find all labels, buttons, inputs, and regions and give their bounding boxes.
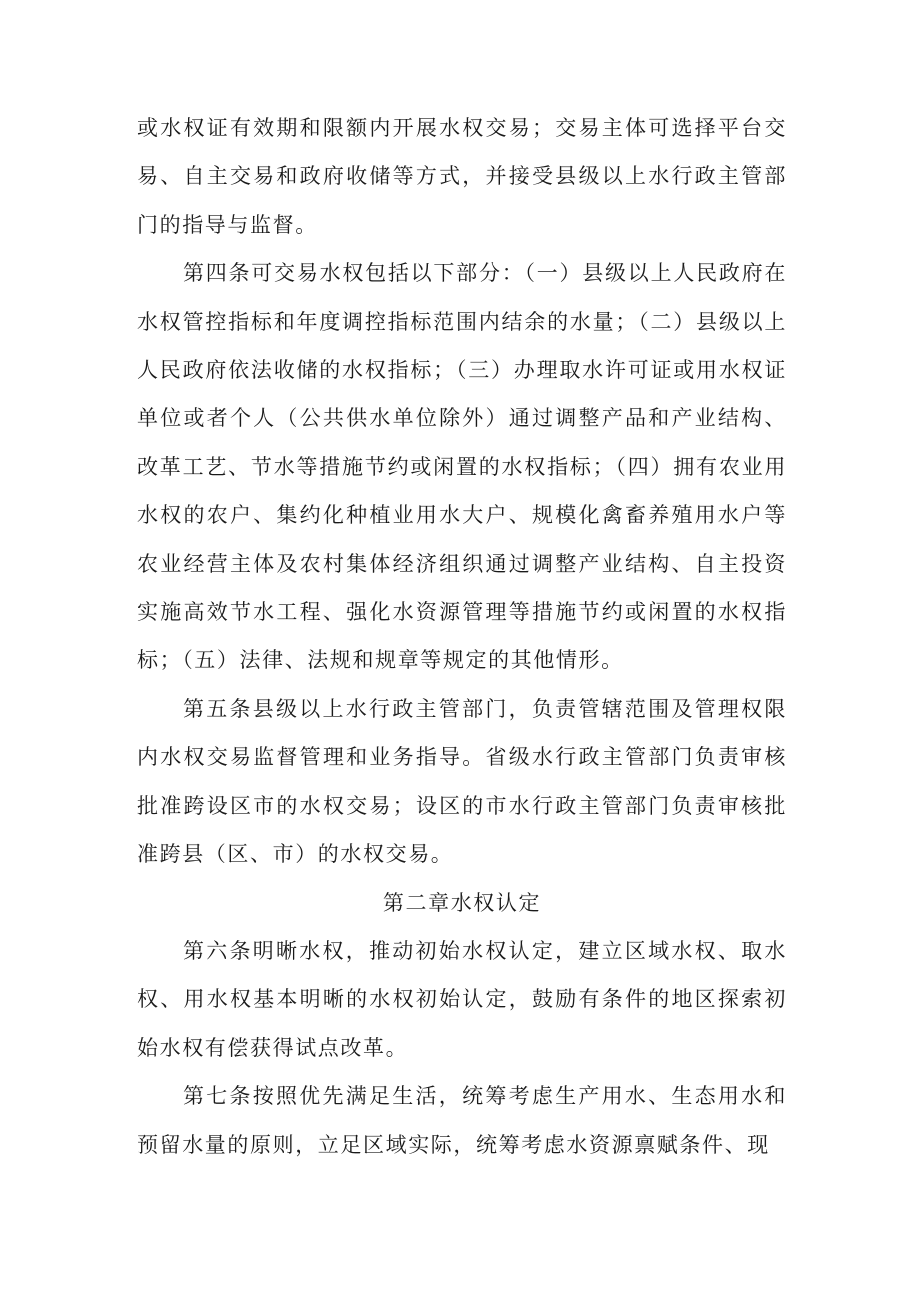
- paragraph-continuation: 或水权证有效期和限额内开展水权交易；交易主体可选择平台交易、自主交易和政府收储等方式，并接受县级以上水行政主管部门的指导与监督。: [137, 116, 787, 237]
- document-body: [137, 104, 787, 1169]
- article-7-paragraph: 第七条按照优先满足生活，统筹考虑生产用水、生态用水和预留水量的原则，立足区域实际，统筹考虑水资源禀赋条件、现: [137, 1084, 787, 1157]
- article-4-paragraph: 第四条可交易水权包括以下部分：（一）县级以上人民政府在水权管控指标和年度调控指标范围内结余的水量；（二）县级以上人民政府依法收储的水权指标；（三）办理取水许可证或用水权证单位或者个人（公共供水单位除外）通过调整产品和产业结构、改革工艺、节水等措施节约或闲置的水权指标；（四）拥有农业用水权的农户、集约化种植业用水大户、规模化禽畜养殖用水户等农业经营主体及农村集体经济组织通过调整产业结构、自主投资实施高效节水工程、强化水资源管理等措施节约或闲置的水权指标；（五）法律、法规和规章等规定的其他情形。: [137, 261, 787, 673]
- article-5-paragraph: 第五条县级以上水行政主管部门，负责管辖范围及管理权限内水权交易监督管理和业务指导。省级水行政主管部门负责审核批准跨设区市的水权交易；设区的市水行政主管部门负责审核批准跨县（区、市）的水权交易。: [137, 696, 787, 867]
- article-6-paragraph: 第六条明晰水权，推动初始水权认定，建立区域水权、取水权、用水权基本明晰的水权初始认定，鼓励有条件的地区探索初始水权有偿获得试点改革。: [137, 938, 787, 1060]
- chapter-heading: 第二章水权认定: [382, 890, 542, 915]
